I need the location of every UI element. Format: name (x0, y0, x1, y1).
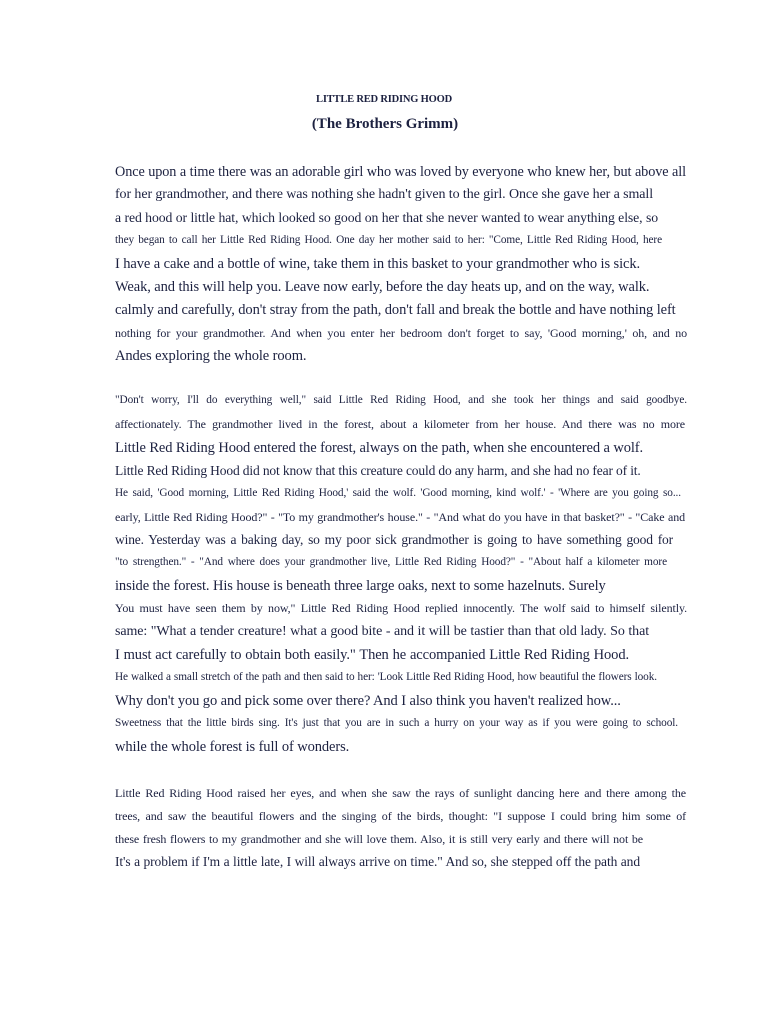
text-line: same: "What a tender creature! what a good bite - and it will be tastier than that old lady. So that (115, 624, 649, 639)
text-line: they began to call her Little Red Riding Hood. One day her mother said to her: "Come, Little Red Riding Hood, here (115, 234, 662, 246)
text-line: affectionately. The grandmother lived in the forest, about a kilometer from her house. And there was no more (115, 417, 685, 431)
text-line: I have a cake and a bottle of wine, take them in this basket to your grandmother who is sick. (115, 256, 641, 272)
document-title: LITTLE RED RIDING HOOD (316, 94, 452, 105)
text-line: Little Red Riding Hood entered the forest, always on the path, when she encountered a wolf. (115, 440, 644, 456)
text-line: Weak, and this will help you. Leave now early, before the day heats up, and on the way, walk. (115, 279, 650, 295)
text-line: He walked a small stretch of the path and then said to her: 'Look Little Red Riding Hood, how beautiful the flowers look. (115, 671, 657, 683)
text-line: while the whole forest is full of wonders. (115, 739, 350, 755)
document-subtitle: (The Brothers Grimm) (311, 116, 459, 132)
text-line: "to strengthen." - "And where does your grandmother live, Little Red Riding Hood?" - "About half a kilometer more (115, 556, 667, 568)
text-line: "Don't worry, I'll do everything well," said Little Red Riding Hood, and she took her things and said goodbye. (115, 394, 687, 406)
text-line: Andes exploring the whole room. (115, 348, 307, 364)
text-line: for her grandmother, and there was nothing she hadn't given to the girl. Once she gave her a small (115, 187, 653, 202)
text-line: I must act carefully to obtain both easily." Then he accompanied Little Red Riding Hood. (115, 647, 629, 663)
text-line: Once upon a time there was an adorable girl who was loved by everyone who knew her, but above all (115, 164, 686, 180)
text-line: He said, 'Good morning, Little Red Riding Hood,' said the wolf. 'Good morning, kind wolf.' - 'Where are you going so... (115, 487, 681, 499)
text-line: trees, and saw the beautiful flowers and the singing of the birds, thought: "I suppose I could bring him some of (115, 809, 686, 823)
text-line: inside the forest. His house is beneath three large oaks, next to some hazelnuts. Surely (115, 578, 606, 594)
text-line: Little Red Riding Hood raised her eyes, and when she saw the rays of sunlight dancing here and there among the (115, 786, 686, 800)
text-line: Why don't you go and pick some over there? And I also think you haven't realized how... (115, 693, 621, 709)
text-line: early, Little Red Riding Hood?" - "To my grandmother's house." - "And what do you have in that basket?" - "Cake and (115, 510, 685, 524)
text-line: You must have seen them by now," Little Red Riding Hood replied innocently. The wolf said to himself silently. (115, 601, 687, 615)
text-line: wine. Yesterday was a baking day, so my poor sick grandmother is going to have something good for (115, 532, 673, 547)
text-line: a red hood or little hat, which looked so good on her that she never wanted to wear anything else, so (115, 210, 658, 225)
text-line: these fresh flowers to my grandmother and she will love them. Also, it is still very early and there will not be (115, 832, 643, 846)
text-line: Sweetness that the little birds sing. It's just that you are in such a hurry on your way as if you were going to school. (115, 717, 678, 729)
text-line: Little Red Riding Hood did not know that this creature could do any harm, and she had no fear of it. (115, 463, 641, 478)
text-line: calmly and carefully, don't stray from the path, don't fall and break the bottle and have nothing left (115, 302, 676, 318)
text-line: It's a problem if I'm a little late, I will always arrive on time." And so, she stepped off the path and (115, 854, 640, 869)
text-line: nothing for your grandmother. And when you enter her bedroom don't forget to say, 'Good morning,' oh, and no (115, 326, 687, 340)
